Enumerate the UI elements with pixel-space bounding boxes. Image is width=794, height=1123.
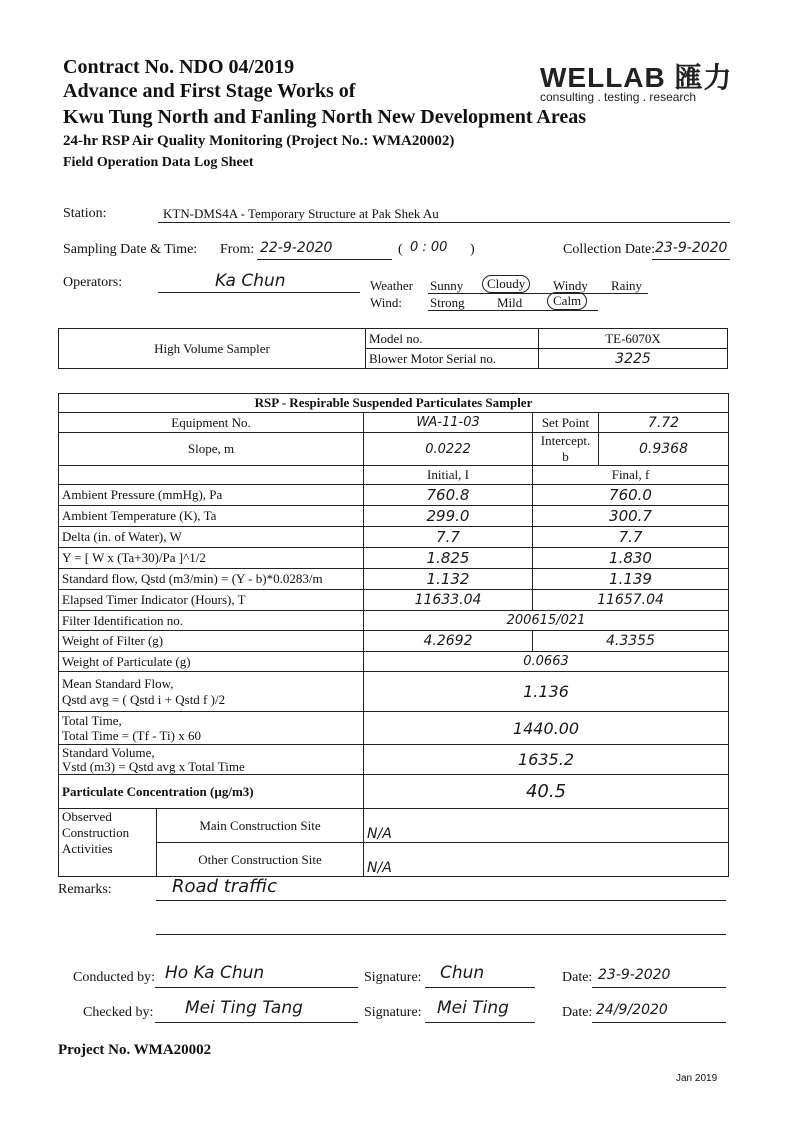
y-formula-label: Y = [ W x (Ta+30)/Pa ]^1/2	[59, 548, 364, 569]
temperature-final: 300.7	[533, 506, 729, 527]
checked-by-value: Mei Ting Tang	[185, 998, 303, 1018]
checked-signature: Mei Ting	[437, 998, 509, 1018]
total-time-label-2: Total Time = (Tf - Ti) x 60	[62, 728, 201, 743]
main-site-value: N/A	[364, 809, 729, 843]
observed-activities-label: Observed Construction Activities	[59, 809, 157, 877]
wellab-logo: WELLAB 匯力	[540, 62, 733, 93]
footer-project: Project No. WMA20002	[58, 1042, 212, 1058]
weather-windy: Windy	[553, 278, 588, 293]
time-open: (	[398, 242, 403, 257]
total-time-value: 1440.00	[364, 712, 729, 745]
total-time-label-1: Total Time,	[62, 713, 122, 728]
remarks-value: Road traffic	[172, 876, 278, 897]
contract-title: Contract No. NDO 04/2019	[63, 56, 295, 78]
intercept-value: 0.9368	[599, 433, 729, 466]
monitoring-title: 24-hr RSP Air Quality Monitoring (Project No.: WMA20002)	[63, 133, 455, 149]
mean-flow-value: 1.136	[364, 672, 729, 712]
wind-label: Wind:	[370, 295, 402, 310]
signature-label-1: Signature:	[364, 970, 422, 985]
filter-id-value: 200615/021	[364, 611, 729, 631]
from-label: From:	[220, 242, 255, 257]
setpoint-label: Set Point	[533, 413, 599, 433]
wind-mild: Mild	[497, 295, 523, 310]
mean-flow-label-2: Qstd avg = ( Qstd i + Qstd f )/2	[62, 691, 226, 707]
signature-label-2: Signature:	[364, 1005, 422, 1020]
pressure-label: Ambient Pressure (mmHg), Pa	[59, 485, 364, 506]
weight-particulate-label: Weight of Particulate (g)	[59, 652, 364, 672]
wind-calm-circled: Calm	[547, 292, 587, 310]
y-final: 1.830	[533, 548, 729, 569]
footer-rev: Jan 2019	[676, 1073, 718, 1084]
standard-flow-initial: 1.132	[364, 569, 533, 590]
other-site-label: Other Construction Site	[157, 843, 364, 877]
initial-header: Initial, I	[364, 466, 533, 485]
concentration-value: 40.5	[364, 775, 729, 809]
conducted-signature: Chun	[440, 963, 485, 983]
from-date-value: 22-9-2020	[260, 240, 333, 256]
final-header: Final, f	[533, 466, 729, 485]
date-label-1: Date:	[562, 970, 593, 985]
remarks-label: Remarks:	[58, 882, 112, 897]
date-label-2: Date:	[562, 1005, 593, 1020]
setpoint-value: 7.72	[599, 413, 729, 433]
timer-label: Elapsed Timer Indicator (Hours), T	[59, 590, 364, 611]
operators-label: Operators:	[63, 275, 123, 290]
equipment-value: WA-11-03	[364, 413, 533, 433]
temperature-initial: 299.0	[364, 506, 533, 527]
checked-by-label: Checked by:	[83, 1005, 154, 1020]
wind-strong: Strong	[430, 295, 465, 310]
timer-final: 11657.04	[533, 590, 729, 611]
station-label: Station:	[63, 206, 107, 221]
weather-cloudy-circled: Cloudy	[482, 275, 530, 293]
logo-tagline: consulting . testing . research	[540, 90, 697, 104]
time-value: 0 : 00	[410, 240, 448, 255]
weather-label: Weather	[370, 278, 413, 293]
project-area-title: Kwu Tung North and Fanling North New Development Areas	[63, 106, 587, 128]
rsp-title: RSP - Respirable Suspended Particulates Sampler	[59, 394, 729, 413]
checked-date: 24/9/2020	[596, 1002, 668, 1018]
y-initial: 1.825	[364, 548, 533, 569]
sampling-label: Sampling Date & Time:	[63, 242, 198, 257]
conducted-by-value: Ho Ka Chun	[165, 963, 265, 983]
delta-initial: 7.7	[364, 527, 533, 548]
blower-label: Blower Motor Serial no.	[366, 349, 539, 369]
std-volume-label-2: Vstd (m3) = Qstd avg x Total Time	[62, 758, 245, 774]
works-title: Advance and First Stage Works of	[63, 80, 356, 102]
operators-value: Ka Chun	[215, 271, 286, 291]
rsp-table	[58, 393, 729, 877]
hvs-label: High Volume Sampler	[59, 329, 366, 369]
temperature-label: Ambient Temperature (K), Ta	[59, 506, 364, 527]
filter-id-label: Filter Identification no.	[59, 611, 364, 631]
main-site-label: Main Construction Site	[157, 809, 364, 843]
mean-flow-label-1: Mean Standard Flow,	[62, 675, 174, 691]
intercept-label: Intercept. b	[533, 433, 599, 466]
conducted-date: 23-9-2020	[598, 967, 671, 983]
station-value: KTN-DMS4A - Temporary Structure at Pak Shek Au	[163, 206, 439, 221]
time-close: )	[470, 242, 475, 257]
conducted-by-label: Conducted by:	[73, 970, 156, 985]
model-label: Model no.	[366, 329, 539, 349]
concentration-label: Particulate Concentration (µg/m3)	[59, 775, 364, 809]
hvs-table	[58, 328, 728, 369]
collection-date-label: Collection Date:	[563, 242, 656, 257]
log-sheet-title: Field Operation Data Log Sheet	[63, 155, 254, 170]
standard-flow-label: Standard flow, Qstd (m3/min) = (Y - b)*0.0283/m	[59, 569, 364, 590]
std-volume-value: 1635.2	[364, 745, 729, 775]
other-site-value: N/A	[364, 843, 729, 877]
slope-value: 0.0222	[364, 433, 533, 466]
weight-particulate-value: 0.0663	[364, 652, 729, 672]
model-value: TE-6070X	[539, 329, 728, 349]
weight-filter-final: 4.3355	[533, 631, 729, 652]
weather-rainy: Rainy	[611, 278, 643, 293]
slope-label: Slope, m	[59, 433, 364, 466]
timer-initial: 11633.04	[364, 590, 533, 611]
equipment-label: Equipment No.	[59, 413, 364, 433]
weather-sunny: Sunny	[430, 278, 464, 293]
weight-filter-initial: 4.2692	[364, 631, 533, 652]
std-volume-label-1: Standard Volume,	[62, 744, 155, 760]
weight-filter-label: Weight of Filter (g)	[59, 631, 364, 652]
pressure-initial: 760.8	[364, 485, 533, 506]
collection-date-value: 23-9-2020	[655, 240, 728, 256]
pressure-final: 760.0	[533, 485, 729, 506]
delta-label: Delta (in. of Water), W	[59, 527, 364, 548]
delta-final: 7.7	[533, 527, 729, 548]
standard-flow-final: 1.139	[533, 569, 729, 590]
blower-value: 3225	[539, 349, 728, 369]
